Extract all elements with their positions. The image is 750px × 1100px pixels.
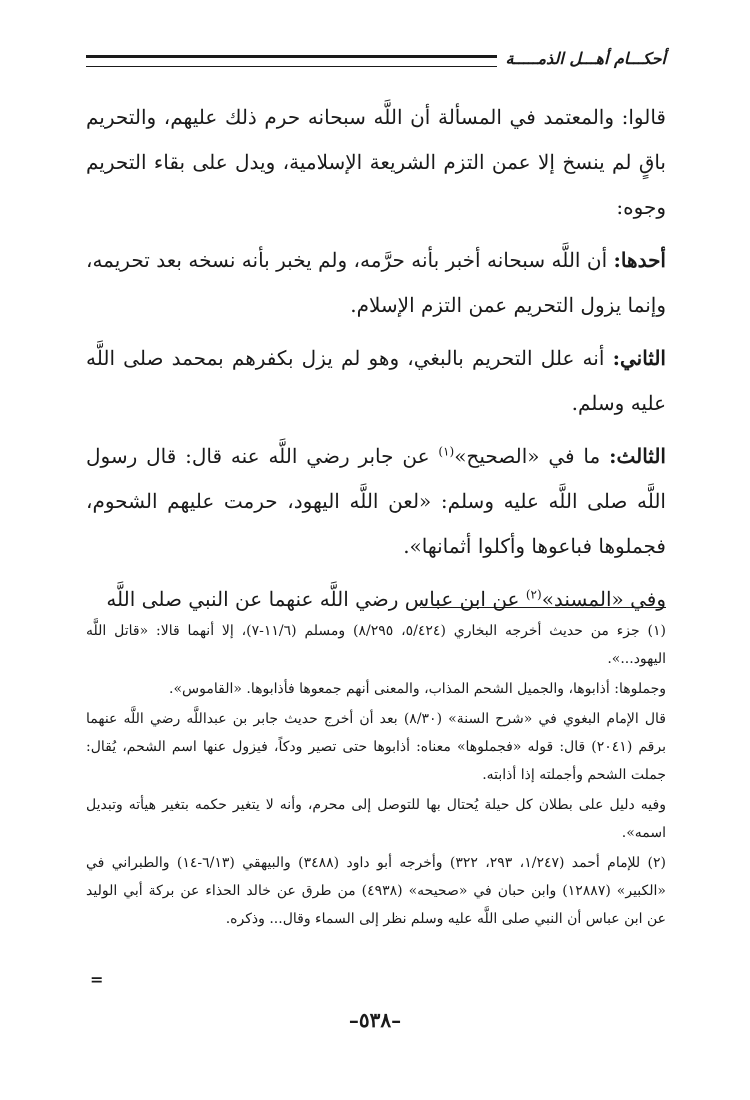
paragraph-text: أنه علل التحريم بالبغي، وهو لم يزل بكفرهم بمحمد صلى اللَّه عليه وسلم. xyxy=(86,346,666,415)
running-title: أحكـــام أهـــل الذمـــــة xyxy=(505,48,666,68)
paragraph-lead: الثاني: xyxy=(612,346,666,370)
main-text xyxy=(86,95,666,630)
header-double-rule xyxy=(86,55,497,67)
paragraph-text: قالوا: والمعتمد في المسألة أن اللَّه سبحانه حرم ذلك عليهم، والتحريم باقٍ لم ينسخ إلا عمن التزم الشريعة الإسلامية، ويدل على بقاء التحريم وجوه: xyxy=(86,105,666,219)
page-header xyxy=(86,44,666,72)
footnote-1: (١) جزء من حديث أخرجه البخاري (٥/٤٢٤، ٨/٢٩٥) ومسلم (١١/٦-٧)، إلا أنهما قالا: «قاتل اللَّه اليهود...». xyxy=(86,623,666,667)
footnote-2: (٢) للإمام أحمد (١/٢٤٧، ٢٩٣، ٣٢٢) وأخرجه أبو داود (٣٤٨٨) والبيهقي (٦/١٣-١٤) والطبراني في «الكبير» (١٢٨٨٧) وابن حبان في «صحيحه» (٤٩٣٨) من طرق عن خالد الحذاء عن بركة أبي الوليد عن ابن عباس أن النبي صلى اللَّه عليه وسلم نظر إلى السماء وقال... وذكره. xyxy=(86,855,667,927)
paragraph-second-reason xyxy=(86,336,666,426)
footnote-1-baghawi: قال الإمام البغوي في «شرح السنة» (٨/٣٠) بعد أن أخرج حديث جابر بن عبداللَّه رضي اللَّه عنهما برقم (٢٠٤١) قال: قوله «فجملوها» معناه: أذابوها حتى تصير ودكاً، فيزول عنها اسم الشحم، يُقال: جملت الشحم وأجملته إذا أذابته. xyxy=(86,711,666,783)
footnote-ref-1[interactable]: (١) xyxy=(438,444,455,459)
footnote-1-ruling: وفيه دليل على بطلان كل حيلة يُحتال بها للتوصل إلى محرم، وأنه لا يتغير حكمه بتغير هيأته وتبديل اسمه». xyxy=(86,797,666,841)
footnotes xyxy=(86,617,666,935)
paragraph-text-tail: عن جابر رضي اللَّه عنه قال: قال رسول اللَّه صلى اللَّه عليه وسلم: «لعن اللَّه اليهود، حرمت عليهم الشحوم، فجملوها فباعوها وأكلوا أثمانها». xyxy=(86,444,666,558)
paragraph-text: أن اللَّه سبحانه أخبر بأنه حرَّمه، ولم يخبر بأنه نسخه بعد تحريمه، وإنما يزول التحريم عمن التزم الإسلام. xyxy=(86,248,666,317)
paragraph-third-reason xyxy=(86,434,666,569)
footnote-1-gloss: وجملوها: أذابوها، والجميل الشحم المذاب، والمعنى أنهم جمعوها فأذابوها. «القاموس». xyxy=(169,681,666,697)
paragraph-musnad xyxy=(86,577,666,622)
continuation-mark: = xyxy=(90,970,104,989)
paragraph-text-tail: عن ابن عباس رضي اللَّه عنهما عن النبي صلى اللَّه xyxy=(106,587,526,611)
paragraph-lead: أحدها: xyxy=(613,248,666,272)
paragraph-first-reason xyxy=(86,238,666,328)
paragraph-text: وفي «المسند» xyxy=(541,587,666,611)
page-number: –٥٣٨– xyxy=(348,1008,402,1032)
paragraph-intro xyxy=(86,95,666,230)
footnote-ref-2[interactable]: (٢) xyxy=(525,587,542,602)
paragraph-text: ما في «الصحيح» xyxy=(454,444,610,468)
footnote-separator xyxy=(420,607,666,608)
paragraph-lead: الثالث: xyxy=(609,444,666,468)
